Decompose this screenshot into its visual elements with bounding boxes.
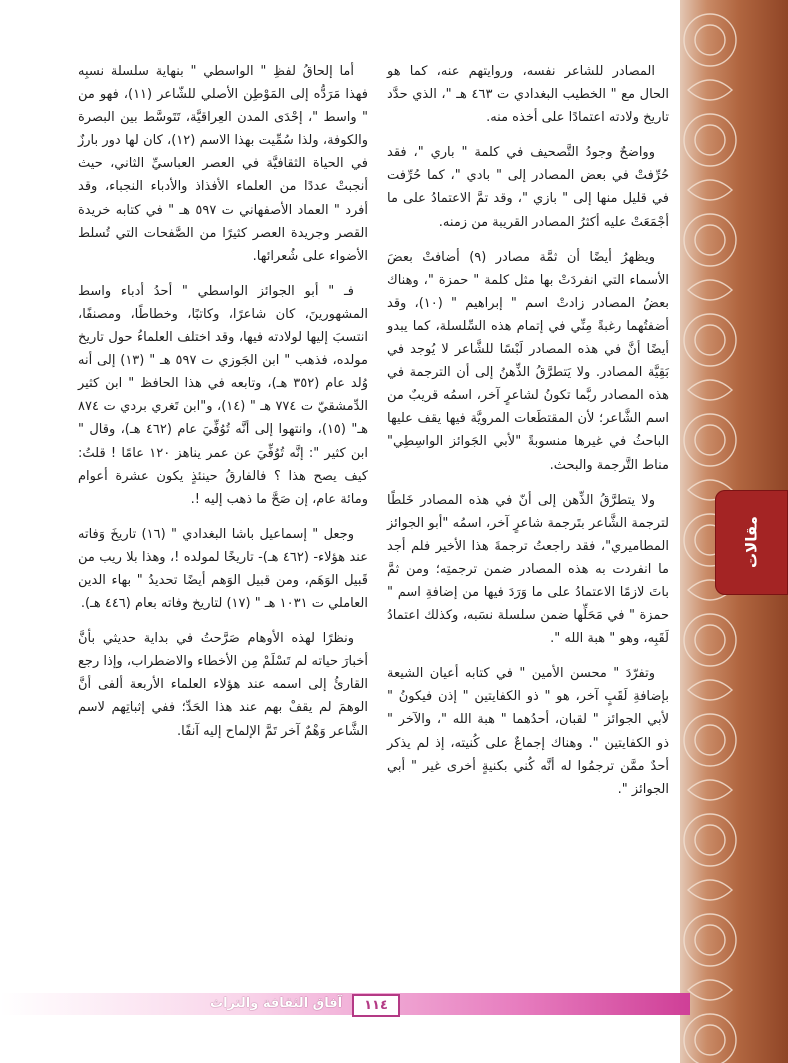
paragraph: أما إلحاقُ لفظِ " الواسطي " بنهاية سلسلة نسبِه فهذا مَرَدُّه إلى المَوْطِن الأصلي للشّاعر (١١)، فهو من " واسط "، إحْدَى المدن العِراقيَّة، تَتَوسَّط بين البصرة والكوفة، ولذا سُمِّيت بهذا الاسم (١٢)، كان لها دور بارزٌ في الحياة الثقافيَّة في العصر العباسيِّ الثاني، حيث أنجبتْ عددًا من العلماء الأفذاذ والأدباء النجباء، وقد أفرد " العماد الأصفهاني ت ٥٩٧ هـ " في كتابه خريدة القصر وجريدة العصر كثيرًا من الصَّفحات التي تُسلط الأضواء على شُعرائها. (78, 64, 369, 264)
paragraph: ونظرًا لهذه الأوهام صَرَّحتُ في بداية حديثي بأنَّ أخبارَ حياته لم تَسْلَمْ مِن الأخطاء والاضطراب، وإذا رجع القارئُ إلى اسمه عند هؤلاء العلماء الأربعة ألفى أنَّ الوهمَ لم يقفْ بهم عند هذا الحَدِّ؛ ففي إثباتِهم لاسم الشَّاعر وَهْمٌ آخر تَمَّ الإلماح إليه آنفًا. (78, 631, 368, 739)
magazine-title: آفاق الثقافة والتراث (210, 996, 343, 1011)
paragraph: ولا يتطرَّقُ الذِّهن إلى أنّ في هذه المصادر خَلطًا لترجمة الشَّاعر بتَرجمة شاعرٍ آخر، اسمُه "أبو الجوائز المطاميري"، فقد راجعتُ ترجمةَ هذا الأخير فلم أجد ما انفردت به هذه المصادر ضمن ترجمتِه؛ ومن ثمَّ باتَ لازمًا الاعتمادُ على ما وَرَدَ فيها من إضافةِ اسم " حمزة " في مَحَلِّها ضمن سلسلة نسَبه، وكذلك اعتمادُ لَقَبِه، وهو " هبة الله ". (387, 492, 669, 647)
paragraph: فـ " أبو الجوائز الواسطي " أحدُ أدباء واسط المشهورينَ، كان شاعرًا، وكاتبًا، وخطاطًا، ومصنفًا، انتسبَ إليها لولادته فيها، وقد اختلف العلماءُ حول تاريخ مولده، فذهب " ابن الجَوزي ت ٥٩٧ هـ " (١٣) إلى أنه وُلد عام (٣٥٢ هـ)، وتابعه في هذا الحافظ " ابن كثير الدِّمشقيّ ت ٧٧٤ هـ " (١٤)، و"ابن تَغري بردي ت ٨٧٤ هـ" (١٥)، وانتهوا إلى أنَّه تُوُفِّيَ عام (٤٦٢ هـ)، وقال " ابن كثير ": إنَّه تُوُفِّيَ عن عمر يناهز ١٢٠ عامًا ! قلتُ: كيف يصح هذا ؟ فالفارقُ حينئذٍ يكون عشرة أعوام ومائة عام، إن صَحَّ ما ذهب إليه !. (78, 283, 368, 507)
left-column (78, 60, 368, 755)
paragraph: وتفرّدَ " محسن الأمين " في كتابه أعيان الشيعة بإضافةِ لَقَبٍ آخر، هو " ذو الكفايتين " إذن فيكونُ " لأبي الجوائز " لقبان، أحدُهما " هبة الله "، والآخر " ذو الكفايتين ". وهناك إجماعٌ على كُنيته، إذ لم يذكر أحدٌ ممَّن ترجمُوا له أنَّه كُني بكنيةٍ أخرى غير " أبي الجوائز ". (387, 666, 669, 797)
paragraph: وواضحٌ وجودُ التَّصحيف في كلمة " باري "، فقد حُرِّفتْ في بعض المصادر إلى " بادي "، كما حُرِّفت في قليل منها إلى " بازي "، وقد تمَّ الاعتمادُ على ما أجْمَعَتْ عليه أكثرُ المصادر القريبة من زمنه. (387, 145, 669, 230)
footer-bar (0, 993, 690, 1015)
paragraph: المصادر للشاعر نفسه، وروايتهم عنه، كما هو الحال مع " الخطيب البغدادي ت ٤٦٣ هـ "، الذي حدَّد تاريخ ولادته اعتمادًا على أخذه منه. (387, 64, 670, 126)
page-number: ١١٤ (352, 994, 400, 1017)
right-column (387, 60, 669, 813)
section-tab (715, 490, 788, 595)
paragraph: وجعل " إسماعيل باشا البغدادي " (١٦) تاريخَ وَفاته عند هؤلاء- (٤٦٢ هـ)- تاريخًا لمولده !، وهذا بلا ريب من قَبيل الوَهَم، ومن قبيل الوَهم أيضًا تحديدُ " بهاء الدين العاملي ت ١٠٣١ هـ " (١٧) لتاريخ وفاته بعام (٤٤٦ هـ). (78, 526, 368, 612)
section-label: مقالات (742, 516, 761, 569)
paragraph: ويظهرُ أيضًا أن ثمَّة مصادر (٩) أضافتْ بعضَ الأسماء التي انفردَتْ بها مثل كلمة " حمزة "، وهناك بعضُ المصادر زادتْ اسم " إبراهيم " (١٠)، وقد أضفتُهما رغبةً مِنِّي في إتمام هذه السِّلسلة، كما يبدو أيضًا أنَّ في هذه المصادر لَبْسًا للشَّاعر لا يُوجد في بَقِيَّة المصادر. ولا يَتطرَّقُ الذِّهنُ إلى أن الترجمة في هذه المصادر ربَّما تكونُ لشاعرٍ آخر، اسمُه قريبٌ من اسم الشَّاعر؛ لأن المقتطَعات المرويَّة فيها يقف عليها الباحثُ في غيرها منسوبةً "لأبي الجَوائز الواسِطِي" مناط التَّرجمة والبحث. (387, 249, 669, 473)
